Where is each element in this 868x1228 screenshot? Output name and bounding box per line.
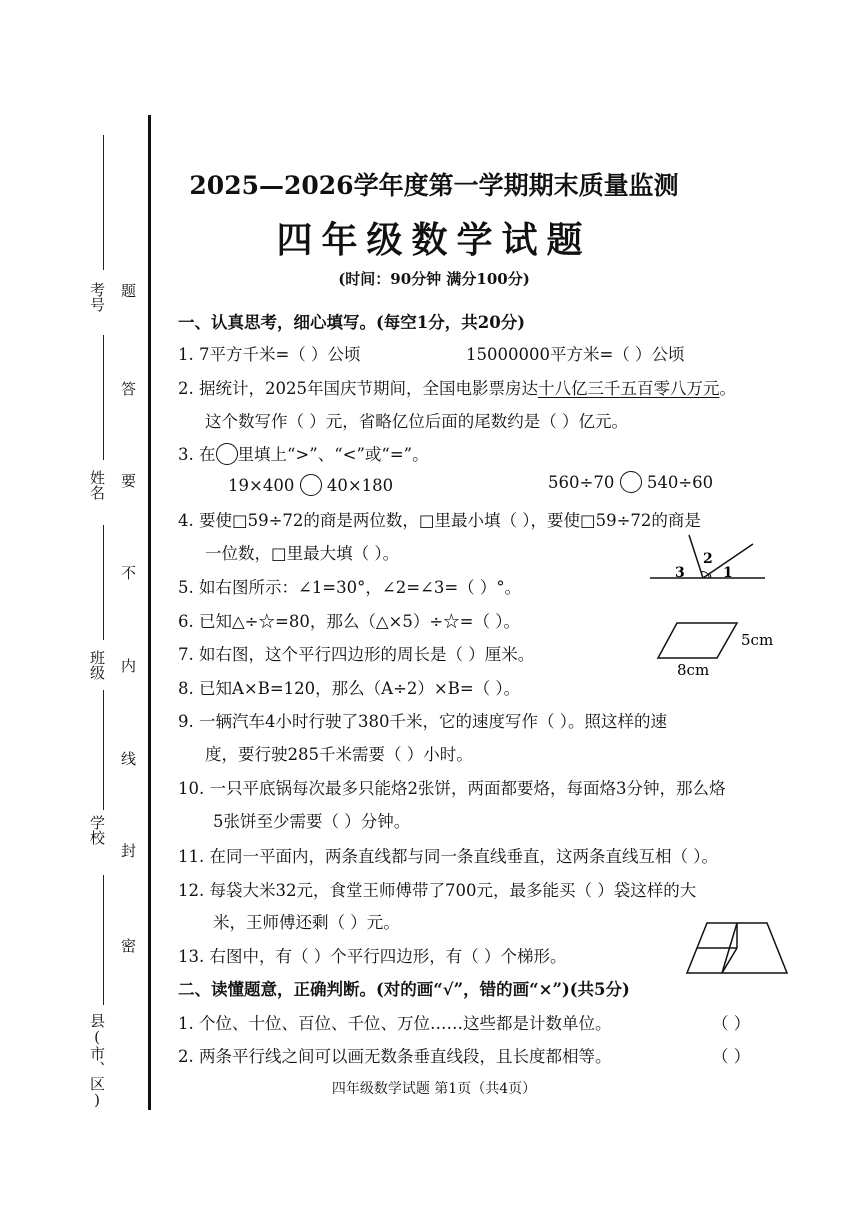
question-2-line2: 这个数写作（ ）元，省略亿位后面的尾数约是（ ）亿元。	[205, 412, 628, 431]
question-6: 6. 已知△÷☆=80，那么（△×5）÷☆=（ ）。	[178, 612, 520, 631]
school-label: 学校	[88, 815, 106, 845]
seal-char: 答	[121, 380, 137, 398]
question-3-text: 3. 在	[178, 445, 216, 464]
answer-circle[interactable]	[620, 471, 642, 493]
judge-item-2: 2. 两条平行线之间可以画无数条垂直线段，且长度都相等。	[178, 1047, 612, 1066]
seal-char: 题	[121, 282, 137, 300]
parallelogram-figure	[655, 615, 780, 680]
expression: 540÷60	[646, 473, 714, 492]
county-label: 县(市、区)	[88, 1013, 106, 1109]
question-3-text-end: 里填上“>”、“<”或“=”。	[237, 445, 429, 464]
question-4-line2: 一位数，□里最大填（ ）。	[205, 544, 400, 563]
judge-answer-1[interactable]: （ ）	[712, 1014, 751, 1033]
parallelogram	[658, 623, 737, 658]
school-underline	[103, 690, 104, 810]
question-10-line1: 10. 一只平底锅每次最多只能烙2张饼，两面都要烙，每面烙3分钟，那么烙	[178, 779, 726, 798]
exam-title: 2025—2026学年度第一学期期末质量监测	[189, 171, 679, 200]
question-13: 13. 右图中，有（ ）个平行四边形，有（ ）个梯形。	[178, 947, 567, 966]
question-9-line1: 9. 一辆汽车4小时行驶了380千米，它的速度写作（ ）。照这样的速	[178, 712, 667, 731]
question-5: 5. 如右图所示：∠1=30°，∠2=∠3=（ ）°。	[178, 578, 522, 597]
angle-label-1: 1	[723, 565, 733, 581]
binding-line	[148, 115, 151, 1110]
question-3-expr2	[548, 471, 713, 493]
answer-circle[interactable]	[300, 474, 322, 496]
question-9-line2: 度，要行驶285千米需要（ ）小时。	[205, 745, 473, 764]
class-underline	[103, 525, 104, 640]
question-1b: 15000000平方米=（ ）公顷	[466, 345, 685, 364]
question-3	[178, 441, 429, 465]
angle-label-3: 3	[675, 565, 685, 581]
expression: 560÷70	[548, 473, 615, 492]
seal-char: 线	[121, 750, 137, 768]
seal-char: 要	[121, 472, 137, 490]
section2-heading: 二、读懂题意，正确判断。(对的画“√”，错的画“×”)(共5分)	[178, 980, 630, 999]
name-underline	[103, 335, 104, 460]
question-2-text: 2. 据统计，2025年国庆节期间，全国电影票房达	[178, 379, 538, 398]
expression: 19×400	[228, 476, 295, 495]
question-2	[178, 375, 736, 399]
circle-blank-icon	[216, 443, 238, 465]
question-4-line1: 4. 要使□59÷72的商是两位数，□里最小填（ ），要使□59÷72的商是	[178, 511, 701, 530]
expression: 40×180	[326, 476, 394, 495]
question-7: 7. 如右图，这个平行四边形的周长是（ ）厘米。	[178, 645, 535, 664]
question-12-line2: 米，王师傅还剩（ ）元。	[213, 913, 400, 932]
county-underline	[103, 875, 104, 1005]
angle-label-2: 2	[703, 551, 713, 567]
exam-info: (时间：90分钟 满分100分)	[338, 270, 530, 288]
trapezoid-figure	[685, 918, 795, 980]
side-length-label: 5cm	[741, 631, 774, 649]
seal-char: 内	[121, 657, 137, 675]
seal-char: 不	[121, 564, 137, 582]
name-label: 姓名	[88, 470, 106, 500]
class-label: 班级	[88, 650, 106, 680]
judge-item-1: 1. 个位、十位、百位、千位、万位……这些都是计数单位。	[178, 1014, 612, 1033]
angle-figure	[645, 530, 770, 585]
question-3-expr1	[228, 474, 393, 496]
examno-label: 考号	[88, 282, 106, 312]
question-1a: 1. 7平方千米=（ ）公顷	[178, 345, 361, 364]
page-footer: 四年级数学试题 第1页（共4页）	[331, 1081, 537, 1097]
section1-heading: 一、认真思考，细心填写。(每空1分，共20分)	[178, 313, 526, 332]
question-2-end: 。	[719, 379, 736, 398]
question-11: 11. 在同一平面内，两条直线都与同一条直线垂直，这两条直线互相（ ）。	[178, 847, 718, 866]
question-12-line1: 12. 每袋大米32元，食堂王师傅带了700元，最多能买（ ）袋这样的大	[178, 881, 697, 900]
question-2-underlined: 十八亿三千五百零八万元	[537, 379, 720, 398]
seal-char: 封	[121, 842, 137, 860]
question-8: 8. 已知A×B=120，那么（A÷2）×B=（ ）。	[178, 679, 521, 698]
base-length-label: 8cm	[677, 661, 710, 679]
seal-char: 密	[121, 937, 137, 955]
judge-answer-2[interactable]: （ ）	[712, 1047, 751, 1066]
inner-line	[722, 948, 737, 973]
exam-subtitle: 四年级数学试题	[276, 219, 592, 261]
question-10-line2: 5张饼至少需要（ ）分钟。	[213, 812, 411, 831]
